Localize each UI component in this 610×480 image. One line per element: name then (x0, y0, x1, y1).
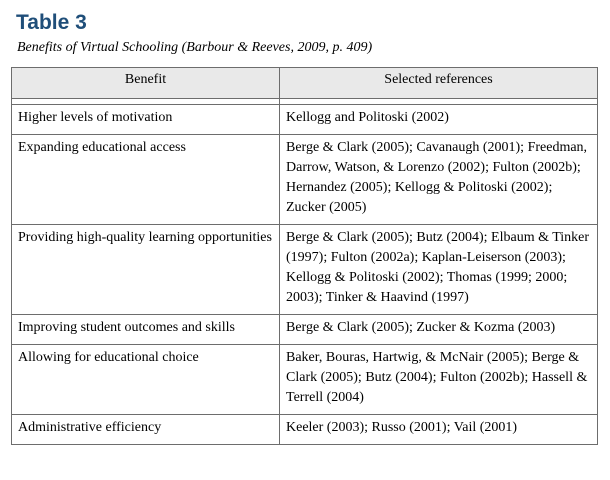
references-cell: Kellogg and Politoski (2002) (280, 105, 598, 135)
benefit-cell: Allowing for educational choice (12, 345, 280, 415)
benefit-cell: Improving student outcomes and skills (12, 315, 280, 345)
references-cell: Berge & Clark (2005); Cavanaugh (2001); Freedman, Darrow, Watson, & Lorenzo (2002); Fulton (2002b); Hernandez (2005); Kellogg & Politoski (2002); Zucker (2005) (280, 135, 598, 225)
table-row (12, 105, 598, 135)
benefit-cell: Administrative efficiency (12, 415, 280, 445)
references-cell: Berge & Clark (2005); Butz (2004); Elbaum & Tinker (1997); Fulton (2002a); Kaplan-Leiserson (2003); Kellogg & Politoski (2002); Thomas (1999; 2000; 2003); Tinker & Haavind (1997) (280, 225, 598, 315)
header-row (12, 68, 598, 99)
benefits-table (11, 67, 598, 445)
table-row (12, 315, 598, 345)
table-title: Table 3 (16, 11, 87, 34)
benefit-cell: Providing high-quality learning opportunities (12, 225, 280, 315)
benefit-cell: Expanding educational access (12, 135, 280, 225)
benefit-cell: Higher levels of motivation (12, 105, 280, 135)
table-caption: Benefits of Virtual Schooling (Barbour & Reeves, 2009, p. 409) (17, 40, 373, 55)
column-header-references: Selected references (280, 68, 598, 99)
table-row (12, 415, 598, 445)
table-row (12, 225, 598, 315)
column-header-benefit: Benefit (12, 68, 280, 99)
table-row (12, 345, 598, 415)
references-cell: Baker, Bouras, Hartwig, & McNair (2005); Berge & Clark (2005); Butz (2004); Fulton (2002b); Hassell & Terrell (2004) (280, 345, 598, 415)
table-row (12, 135, 598, 225)
references-cell: Berge & Clark (2005); Zucker & Kozma (2003) (280, 315, 598, 345)
references-cell: Keeler (2003); Russo (2001); Vail (2001) (280, 415, 598, 445)
